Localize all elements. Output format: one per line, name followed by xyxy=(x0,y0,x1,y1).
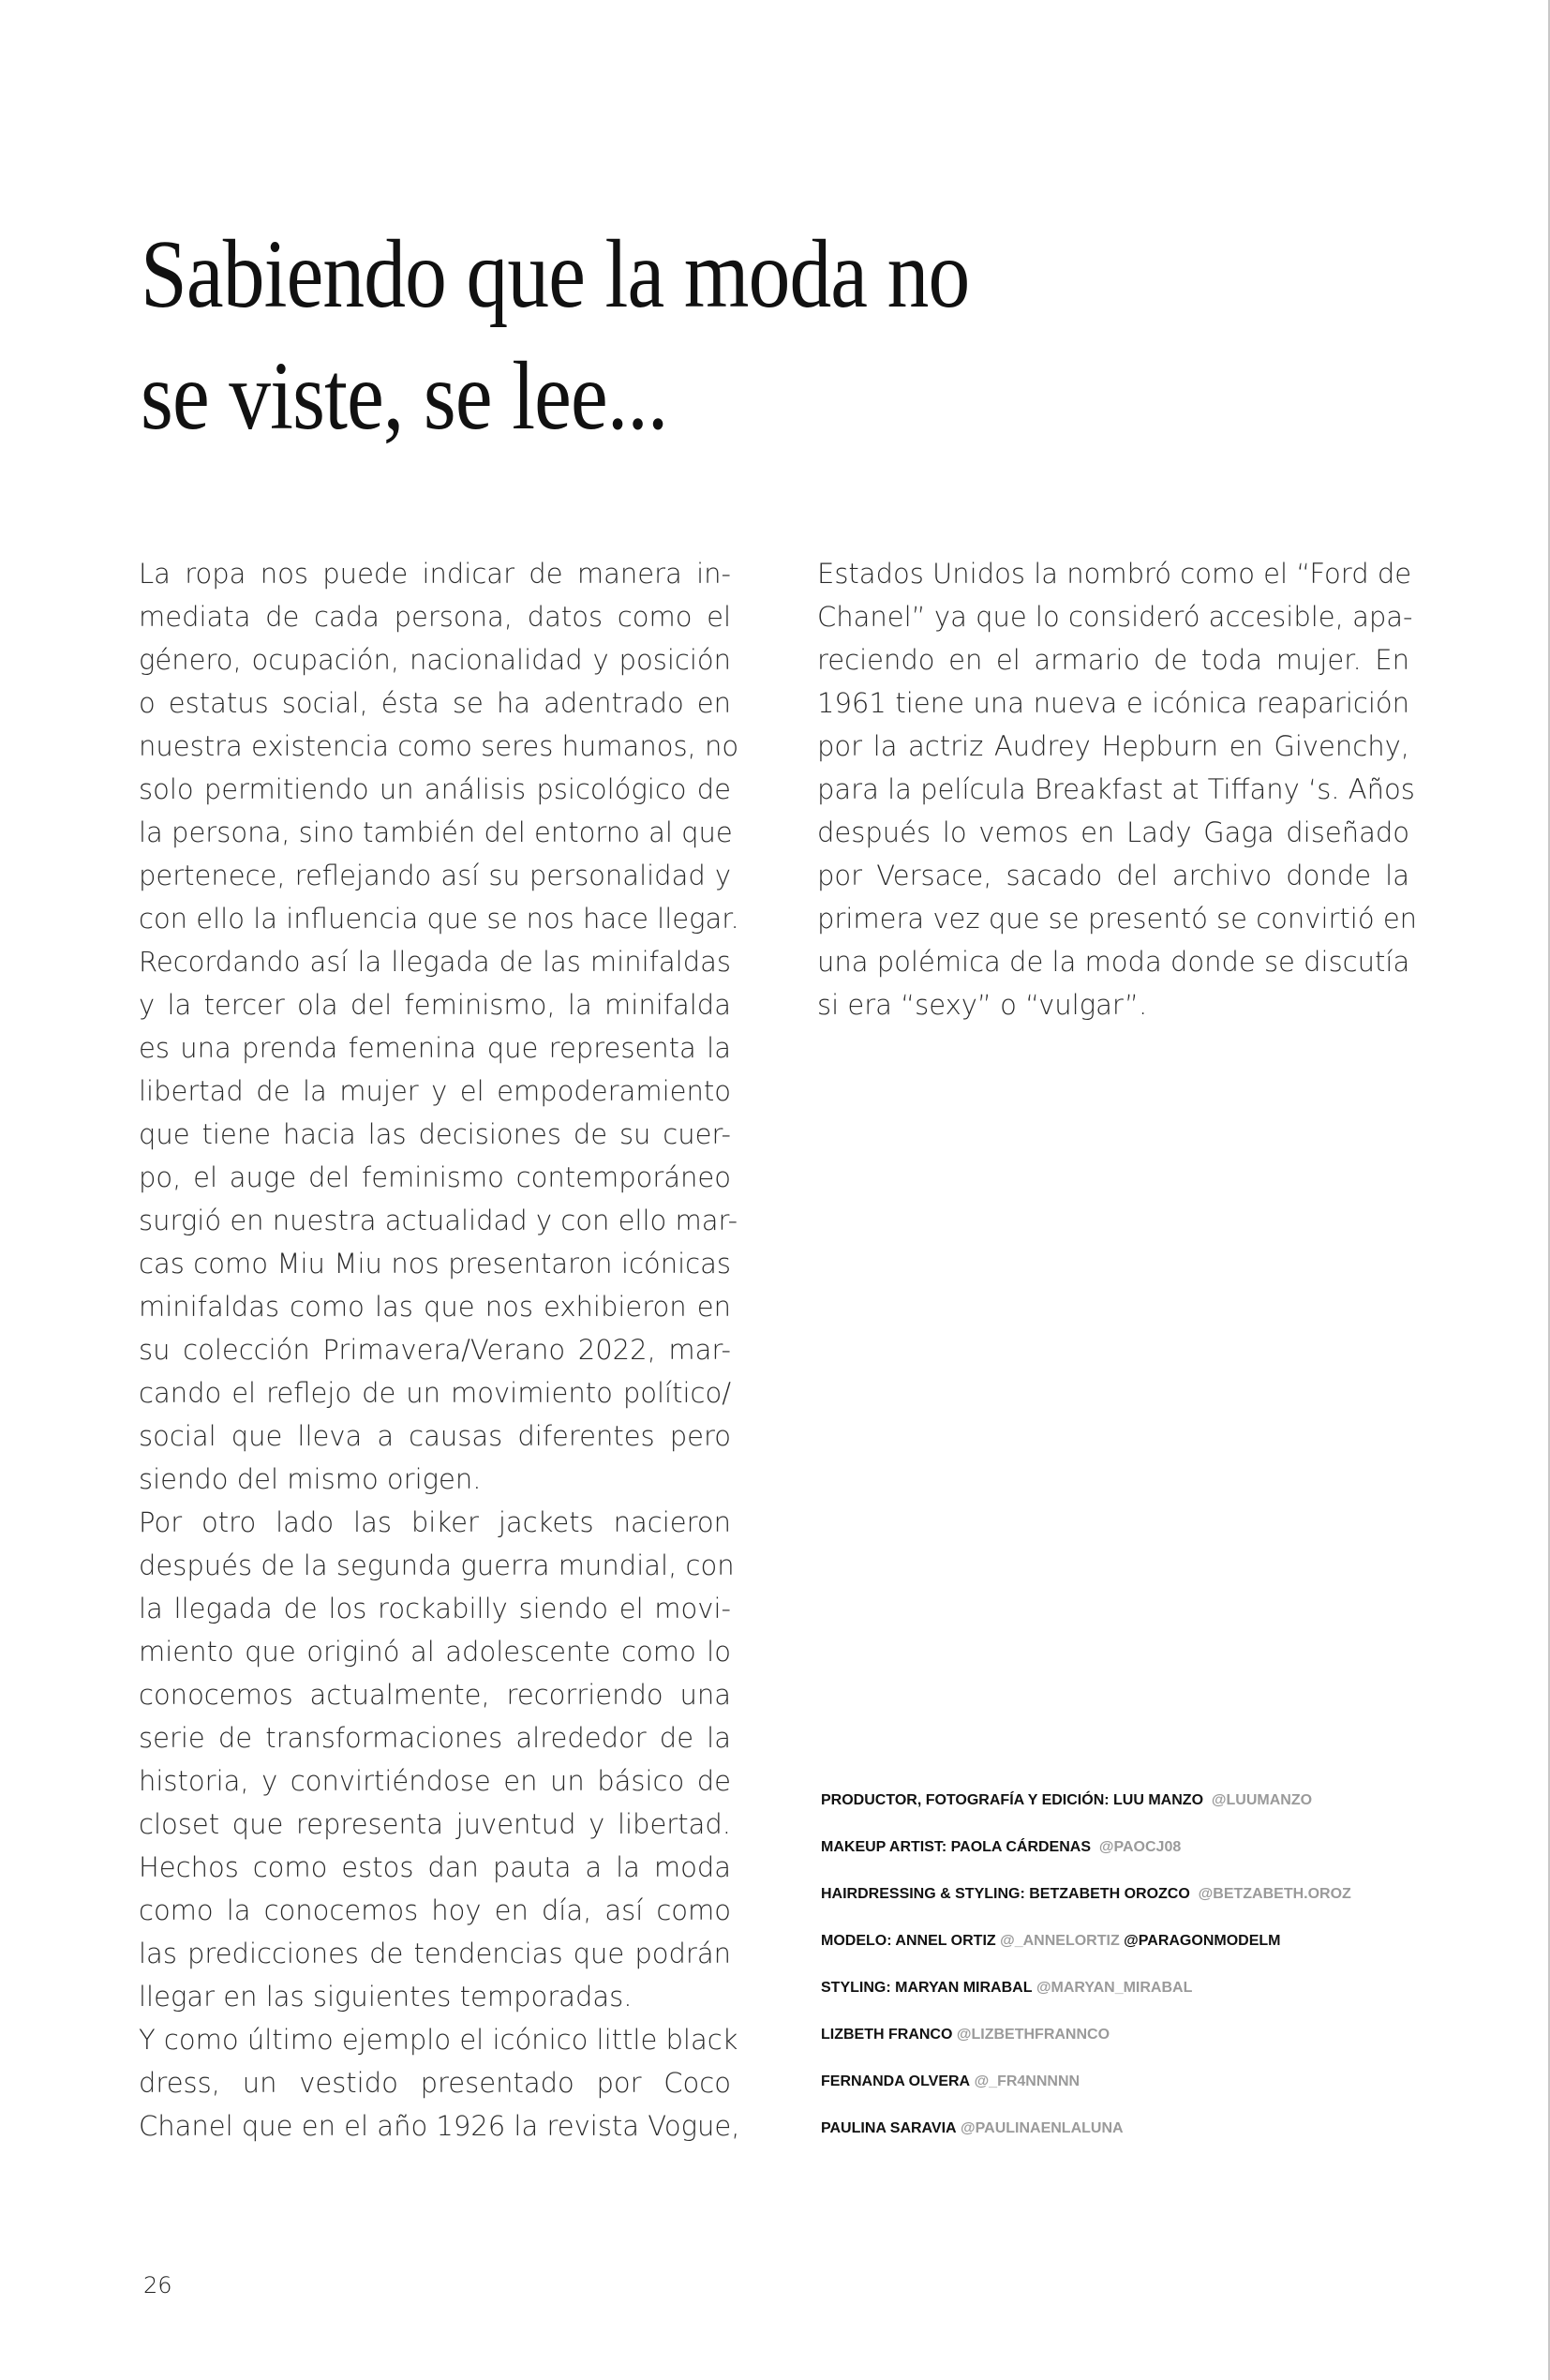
text-line: Por otro lado las biker jackets nacieron xyxy=(139,1506,731,1538)
credit-row xyxy=(821,1791,1421,1838)
credit-handle: @LUUMANZO xyxy=(1211,1792,1313,1808)
text-line: conocemos actualmente, recorriendo una xyxy=(139,1679,731,1711)
credit-role: PAULINA SARAVIA xyxy=(821,2120,957,2136)
page-number: 26 xyxy=(143,2272,172,2298)
credit-handle: @MARYAN_MIRABAL xyxy=(1036,1980,1193,1996)
credit-row xyxy=(821,2119,1421,2166)
text-line: por la actriz Audrey Hepburn en Givenchy, xyxy=(817,730,1409,762)
text-line: la llegada de los rockabilly siendo el movi- xyxy=(139,1593,731,1624)
text-line: llegar en las siguientes temporadas. xyxy=(139,1981,633,2013)
credit-handle: @PAULINAENLALUNA xyxy=(961,2120,1124,2136)
credit-role: STYLING: MARYAN MIRABAL xyxy=(821,1980,1033,1996)
text-line: serie de transformaciones alrededor de la xyxy=(139,1722,731,1754)
text-line: después de la segunda guerra mundial, con xyxy=(139,1549,735,1581)
text-line: para la película Breakfast at Tiffany ‘s. Años xyxy=(817,773,1415,805)
credit-role: HAIRDRESSING & STYLING: BETZABETH OROZCO xyxy=(821,1886,1190,1902)
text-line: 1961 tiene una nueva e icónica reaparición xyxy=(817,687,1409,719)
text-line: cas como Miu Miu nos presentaron icónicas xyxy=(139,1248,731,1280)
text-line: surgió en nuestra actualidad y con ello mar- xyxy=(139,1205,738,1236)
text-line: las predicciones de tendencias que podrán xyxy=(139,1938,731,1969)
credit-role: LIZBETH FRANCO xyxy=(821,2027,953,2043)
credit-row xyxy=(821,1885,1421,1932)
text-line: una polémica de la moda donde se discutía xyxy=(817,946,1410,978)
text-line: La ropa nos puede indicar de manera in- xyxy=(139,558,731,590)
text-line: y la tercer ola del feminismo, la minifalda xyxy=(139,989,731,1021)
article-column-right xyxy=(817,552,1418,1026)
text-line: género, ocupación, nacionalidad y posición xyxy=(139,644,731,676)
text-line: por Versace, sacado del archivo donde la xyxy=(817,860,1409,891)
text-line: como la conocemos hoy en día, así como xyxy=(139,1894,731,1926)
text-line: la persona, sino también del entorno al que xyxy=(139,816,733,848)
text-line: Chanel” ya que lo consideró accesible, apa- xyxy=(817,601,1413,633)
text-line: pertenece, reflejando así su personalidad y xyxy=(139,860,731,891)
text-line: si era “sexy” o “vulgar”. xyxy=(817,989,1148,1021)
credit-role: FERNANDA OLVERA xyxy=(821,2073,971,2089)
credit-role: MODELO: ANNEL ORTIZ xyxy=(821,1933,996,1949)
credit-handle: @BETZABETH.OROZ xyxy=(1198,1886,1351,1902)
text-line: minifaldas como las que nos exhibieron en xyxy=(139,1291,731,1323)
credit-row xyxy=(821,2026,1421,2073)
text-line: o estatus social, ésta se ha adentrado en xyxy=(139,687,731,719)
text-line: con ello la influencia que se nos hace llegar. xyxy=(139,903,739,935)
text-line: que tiene hacia las decisiones de su cuer- xyxy=(139,1118,731,1150)
text-line: libertad de la mujer y el empoderamiento xyxy=(139,1075,731,1107)
text-line: nuestra existencia como seres humanos, no xyxy=(139,730,739,762)
text-line: historia, y convirtiéndose en un básico de xyxy=(139,1765,731,1797)
text-line: Estados Unidos la nombró como el “Ford de xyxy=(817,558,1412,590)
text-line: dress, un vestido presentado por Coco xyxy=(139,2067,731,2099)
text-line: miento que originó al adolescente como lo xyxy=(139,1636,731,1668)
credit-row xyxy=(821,1932,1421,1979)
text-line: Chanel que en el año 1926 la revista Vogue, xyxy=(139,2110,740,2142)
credit-handle: @_ANNELORTIZ xyxy=(1000,1933,1120,1949)
credit-row xyxy=(821,1979,1421,2026)
text-line: Y como último ejemplo el icónico little black xyxy=(139,2024,738,2056)
article-column-left xyxy=(139,552,740,2148)
credit-handle: @PAOCJ08 xyxy=(1098,1839,1182,1855)
credit-handle: @_FR4NNNNN xyxy=(974,2073,1081,2089)
credit-role: MAKEUP ARTIST: PAOLA CÁRDENAS xyxy=(821,1839,1092,1855)
photo-credits xyxy=(821,1791,1421,2166)
text-line: Recordando así la llegada de las minifaldas xyxy=(139,946,731,978)
text-line: cando el reflejo de un movimiento político/ xyxy=(139,1377,731,1409)
text-line: po, el auge del feminismo contemporáneo xyxy=(139,1161,731,1193)
page-title xyxy=(141,214,1188,457)
credit-role: PRODUCTOR, FOTOGRAFÍA Y EDICIÓN: LUU MANZO xyxy=(821,1792,1204,1808)
text-line: es una prenda femenina que representa la xyxy=(139,1032,731,1064)
title-line-1: Sabiendo que la moda no xyxy=(141,220,970,328)
title-line-2: se viste, se lee... xyxy=(141,342,668,450)
text-line: siendo del mismo origen. xyxy=(139,1463,482,1495)
text-line: Hechos como estos dan pauta a la moda xyxy=(139,1851,731,1883)
text-line: reciendo en el armario de toda mujer. En xyxy=(817,644,1409,676)
text-line: después lo vemos en Lady Gaga diseñado xyxy=(817,816,1409,848)
text-line: mediata de cada persona, datos como el xyxy=(139,601,731,633)
credit-row xyxy=(821,2073,1421,2119)
credit-handle: @LIZBETHFRANNCO xyxy=(956,2027,1110,2043)
text-line: solo permitiendo un análisis psicológico de xyxy=(139,773,731,805)
text-line: su colección Primavera/Verano 2022, mar- xyxy=(139,1334,731,1366)
text-line: social que lleva a causas diferentes pero xyxy=(139,1420,731,1452)
credit-agency-handle: @PARAGONMODELM xyxy=(1124,1933,1281,1949)
text-line: primera vez que se presentó se convirtió en xyxy=(817,903,1418,935)
credit-row xyxy=(821,1838,1421,1885)
text-line: closet que representa juventud y libertad. xyxy=(139,1808,731,1840)
